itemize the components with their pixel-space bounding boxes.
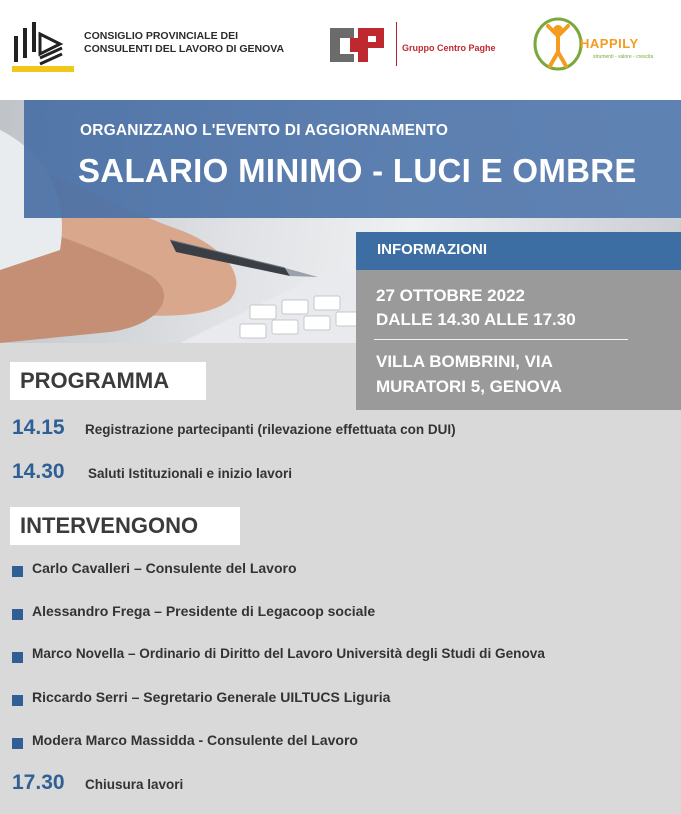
info-date-time: [376, 284, 576, 332]
speaker-text: Riccardo Serri – Segretario Generale UILTUCS Liguria: [32, 689, 391, 705]
consiglio-logo-icon: [12, 14, 74, 74]
square-bullet-icon: [12, 652, 23, 663]
event-hours: DALLE 14.30 ALLE 17.30: [376, 310, 576, 329]
header-bar: [0, 0, 681, 100]
event-location: [376, 349, 636, 399]
intervengono-heading: INTERVENGONO: [10, 507, 240, 545]
square-bullet-icon: [12, 695, 23, 706]
program-time-2: 14.30: [12, 460, 65, 483]
closing-time: 17.30: [12, 771, 65, 794]
program-text-1: Registrazione partecipanti (rilevazione effettuata con DUI): [85, 422, 456, 437]
consiglio-line-1: CONSIGLIO PROVINCIALE DEI: [84, 30, 239, 42]
consiglio-line-2: CONSULENTI DEL LAVORO DI GENOVA: [84, 43, 285, 55]
speaker-text: Modera Marco Massidda - Consulente del Lavoro: [32, 732, 358, 748]
closing-text: Chiusura lavori: [85, 777, 184, 792]
centro-paghe-divider: [396, 22, 397, 66]
program-time-1: 14.15: [12, 416, 65, 439]
info-heading: INFORMAZIONI: [377, 241, 487, 258]
happily-name: HAPPILY: [580, 36, 639, 51]
square-bullet-icon: [12, 609, 23, 620]
happily-tagline: strumenti - valore - crescita: [593, 54, 654, 60]
info-divider: [374, 339, 628, 340]
centro-paghe-name: Gruppo Centro Paghe: [402, 43, 496, 53]
happily-logo-icon: [532, 12, 584, 72]
event-kicker: ORGANIZZANO L'EVENTO DI AGGIORNAMENTO: [80, 122, 449, 139]
program-text-2: Saluti Istituzionali e inizio lavori: [88, 466, 293, 481]
square-bullet-icon: [12, 738, 23, 749]
programma-heading: PROGRAMMA: [10, 362, 206, 400]
speaker-text: Alessandro Frega – Presidente di Legacoop sociale: [32, 603, 376, 619]
event-date: 27 OTTOBRE 2022: [376, 286, 525, 305]
location-line-1: VILLA BOMBRINI, VIA: [376, 352, 553, 371]
speaker-text: Marco Novella – Ordinario di Diritto del Lavoro Università degli Studi di Genova: [32, 646, 545, 661]
consiglio-logo-text: [84, 30, 304, 56]
centro-paghe-logo-icon: [326, 24, 388, 64]
square-bullet-icon: [12, 566, 23, 577]
location-line-2: MURATORI 5, GENOVA: [376, 377, 563, 396]
event-title: SALARIO MINIMO - LUCI E OMBRE: [78, 152, 637, 189]
speaker-text: Carlo Cavalleri – Consulente del Lavoro: [32, 560, 297, 576]
